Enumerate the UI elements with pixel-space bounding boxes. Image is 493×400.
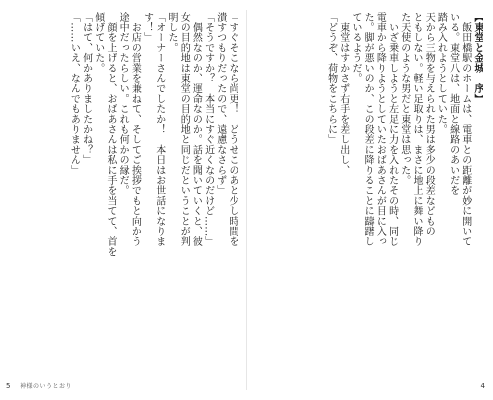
text-line: 潰すつもりだったので、遠慮なさらず」 — [214, 12, 226, 196]
left-page-text — [14, 12, 238, 372]
text-line: 女の目的地は東堂の目的地と同じだということが判 — [178, 12, 190, 247]
text-line: 飯田橋駅のホームは、電車との距離が妙に開いて — [459, 12, 471, 247]
text-line: た。脚が悪いのか、この段差に降りることに躊躇し — [362, 12, 374, 247]
text-line: 明した。 — [165, 12, 177, 53]
chapter-heading: 【東堂と金城 序】 — [472, 12, 483, 104]
text-line: 「はて、何かありましたかね？」 — [80, 12, 92, 165]
text-line: 傾げていた。 — [92, 12, 104, 74]
text-line: 天から三物を与えられた男は多少の段差などもの — [423, 12, 435, 237]
text-line: 東堂はすかさず右手を差し出し、 — [337, 12, 349, 176]
text-line: ているようだ。 — [349, 12, 361, 84]
text-line: た天使のような男だと東堂は思った。 — [398, 12, 410, 186]
left-page — [0, 0, 246, 400]
running-title: 神様のいうとおり — [20, 383, 73, 390]
right-page — [247, 0, 493, 400]
text-line: 顔を上げると、おばあさんは私に手を当てて、首を — [104, 12, 116, 257]
text-line: 電車から降りようとしていたおばあさんが目に入っ — [374, 12, 386, 247]
left-page-number: 5 — [6, 382, 11, 390]
text-line: 「すぐそこなら尚更！ どうせこのあと少し時間を — [227, 12, 238, 247]
text-line: 踏み入れようとしていた。 — [435, 12, 447, 135]
text-line: 「そうですか？ 本当にすぐ近くなのだけど……」 — [202, 12, 214, 247]
text-line: 途中だったらしい。これも何かの縁だ。 — [117, 12, 129, 196]
text-line: 「……いえ、なんでもありません」 — [68, 12, 80, 176]
right-page-text — [257, 12, 483, 372]
text-line: ともしない。軽い足取りは、まさに地上に舞い降り — [410, 12, 422, 247]
text-line: 「オーナーさんでしたか！ 本日はお世話になりま — [153, 12, 165, 247]
text-line: 偶然なのか、運命なのか。話を聞いていくと、彼 — [190, 12, 202, 247]
text-line: す！」 — [141, 12, 153, 43]
text-line: いざ乗車しようと左足に力を入れたその時、同じ — [386, 12, 398, 247]
text-line: お店の営業を兼ねて、そしてご挨拶でもと向かう — [129, 12, 141, 247]
text-line: 「どうぞ、荷物をこちらに」 — [325, 12, 337, 145]
text-line: いる。東堂八は、地面と線路のあいだを — [447, 12, 459, 196]
right-page-number: 4 — [480, 382, 485, 390]
